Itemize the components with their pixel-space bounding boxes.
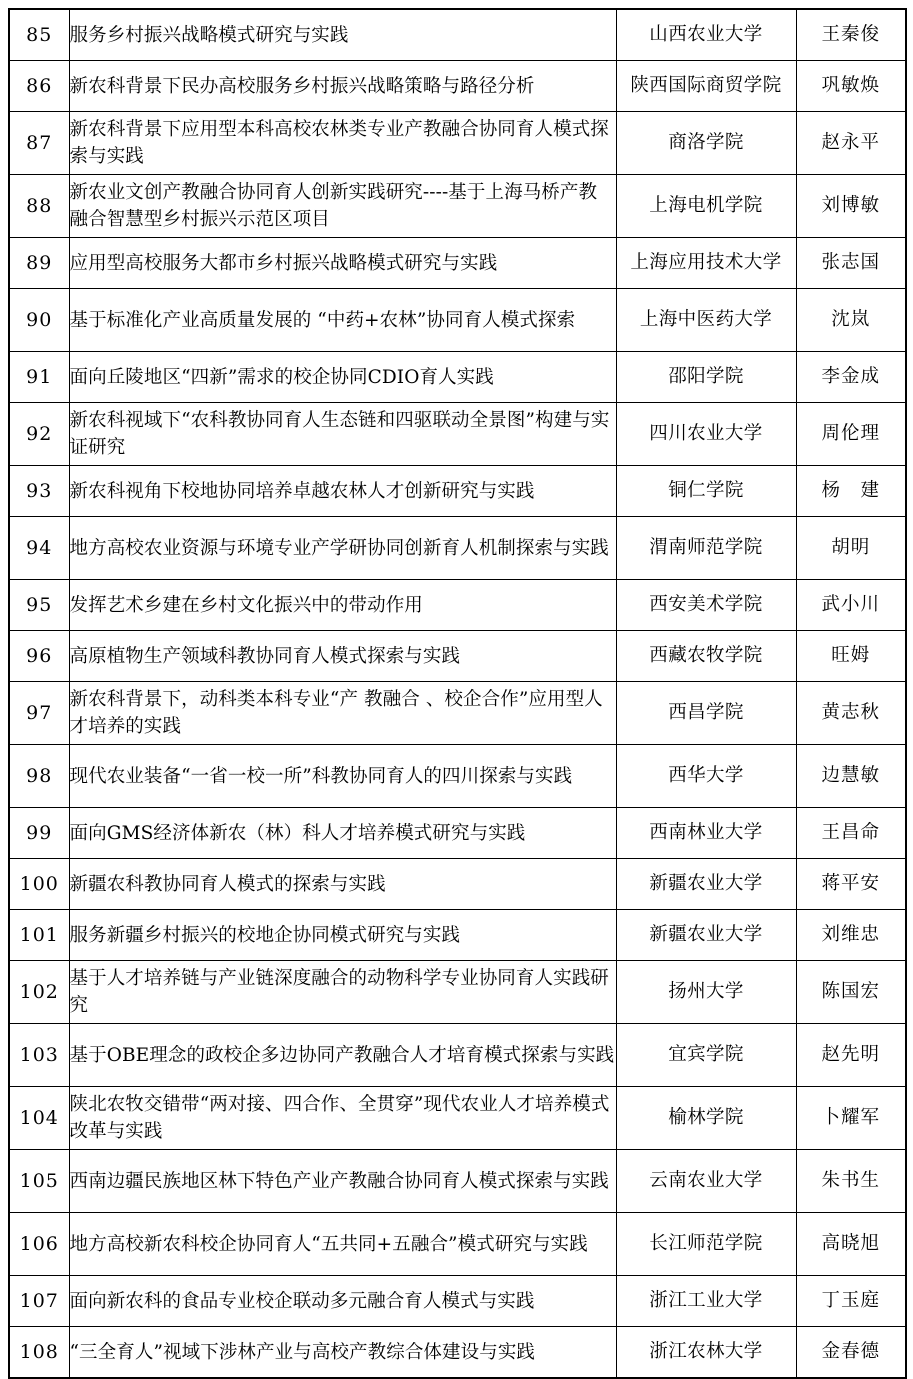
person-in-charge-cell: 胡明 <box>796 517 906 580</box>
table-row <box>9 910 906 961</box>
project-title-cell: 西南边疆民族地区林下特色产业产教融合协同育人模式探索与实践 <box>69 1150 616 1213</box>
university-cell: 上海电机学院 <box>616 175 796 238</box>
project-title-cell: 基于OBE理念的政校企多边协同产教融合人才培育模式探索与实践 <box>69 1024 616 1087</box>
person-in-charge-cell: 杨 建 <box>796 466 906 517</box>
table-row <box>9 1150 906 1213</box>
project-title-cell: 陕北农牧交错带“两对接、四合作、全贯穿”现代农业人才培养模式改革与实践 <box>69 1087 616 1150</box>
university-cell: 西安美术学院 <box>616 580 796 631</box>
university-cell: 浙江工业大学 <box>616 1276 796 1327</box>
project-title-cell: 面向新农科的食品专业校企联动多元融合育人模式与实践 <box>69 1276 616 1327</box>
university-cell: 新疆农业大学 <box>616 859 796 910</box>
project-title-cell: 面向GMS经济体新农（林）科人才培养模式研究与实践 <box>69 808 616 859</box>
university-cell: 西南林业大学 <box>616 808 796 859</box>
row-number-cell: 89 <box>9 238 69 289</box>
row-number-cell: 85 <box>9 9 69 61</box>
table-row <box>9 112 906 175</box>
university-cell: 渭南师范学院 <box>616 517 796 580</box>
university-cell: 上海应用技术大学 <box>616 238 796 289</box>
project-title-cell: 服务乡村振兴战略模式研究与实践 <box>69 9 616 61</box>
table-row <box>9 466 906 517</box>
university-cell: 商洛学院 <box>616 112 796 175</box>
project-title-cell: 基于标准化产业高质量发展的 “中药+农林”协同育人模式探索 <box>69 289 616 352</box>
person-in-charge-cell: 周伦理 <box>796 403 906 466</box>
table-row <box>9 238 906 289</box>
project-title-cell: 新农科视角下校地协同培养卓越农林人才创新研究与实践 <box>69 466 616 517</box>
person-in-charge-cell: 沈岚 <box>796 289 906 352</box>
row-number-cell: 106 <box>9 1213 69 1276</box>
university-cell: 新疆农业大学 <box>616 910 796 961</box>
person-in-charge-cell: 金春德 <box>796 1327 906 1379</box>
table-row <box>9 352 906 403</box>
table-row <box>9 808 906 859</box>
project-title-cell: 高原植物生产领域科教协同育人模式探索与实践 <box>69 631 616 682</box>
person-in-charge-cell: 赵永平 <box>796 112 906 175</box>
university-cell: 上海中医药大学 <box>616 289 796 352</box>
university-cell: 山西农业大学 <box>616 9 796 61</box>
university-cell: 扬州大学 <box>616 961 796 1024</box>
project-title-cell: 地方高校新农科校企协同育人“五共同+五融合”模式研究与实践 <box>69 1213 616 1276</box>
project-title-cell: 新农科背景下，动科类本科专业“产 教融合 、校企合作”应用型人才培养的实践 <box>69 682 616 745</box>
person-in-charge-cell: 黄志秋 <box>796 682 906 745</box>
row-number-cell: 99 <box>9 808 69 859</box>
university-cell: 云南农业大学 <box>616 1150 796 1213</box>
person-in-charge-cell: 赵先明 <box>796 1024 906 1087</box>
table-row <box>9 517 906 580</box>
table-row <box>9 1024 906 1087</box>
person-in-charge-cell: 王昌命 <box>796 808 906 859</box>
row-number-cell: 91 <box>9 352 69 403</box>
person-in-charge-cell: 刘维忠 <box>796 910 906 961</box>
person-in-charge-cell: 旺姆 <box>796 631 906 682</box>
university-cell: 浙江农林大学 <box>616 1327 796 1379</box>
table-row <box>9 1087 906 1150</box>
table-row <box>9 1213 906 1276</box>
table-row <box>9 403 906 466</box>
row-number-cell: 95 <box>9 580 69 631</box>
table-row <box>9 961 906 1024</box>
row-number-cell: 88 <box>9 175 69 238</box>
table-row <box>9 9 906 61</box>
person-in-charge-cell: 李金成 <box>796 352 906 403</box>
person-in-charge-cell: 张志国 <box>796 238 906 289</box>
person-in-charge-cell: 武小川 <box>796 580 906 631</box>
row-number-cell: 98 <box>9 745 69 808</box>
table-row <box>9 1327 906 1379</box>
table-row <box>9 1276 906 1327</box>
row-number-cell: 102 <box>9 961 69 1024</box>
row-number-cell: 93 <box>9 466 69 517</box>
row-number-cell: 104 <box>9 1087 69 1150</box>
table-row <box>9 745 906 808</box>
person-in-charge-cell: 陈国宏 <box>796 961 906 1024</box>
project-title-cell: 发挥艺术乡建在乡村文化振兴中的带动作用 <box>69 580 616 631</box>
table-row <box>9 289 906 352</box>
person-in-charge-cell: 朱书生 <box>796 1150 906 1213</box>
row-number-cell: 103 <box>9 1024 69 1087</box>
row-number-cell: 86 <box>9 61 69 112</box>
row-number-cell: 90 <box>9 289 69 352</box>
project-title-cell: 新农科背景下应用型本科高校农林类专业产教融合协同育人模式探索与实践 <box>69 112 616 175</box>
project-title-cell: 新疆农科教协同育人模式的探索与实践 <box>69 859 616 910</box>
row-number-cell: 100 <box>9 859 69 910</box>
university-cell: 宜宾学院 <box>616 1024 796 1087</box>
table-row <box>9 580 906 631</box>
person-in-charge-cell: 巩敏焕 <box>796 61 906 112</box>
row-number-cell: 92 <box>9 403 69 466</box>
person-in-charge-cell: 卜耀军 <box>796 1087 906 1150</box>
person-in-charge-cell: 刘博敏 <box>796 175 906 238</box>
table-row <box>9 175 906 238</box>
project-title-cell: 现代农业装备“一省一校一所”科教协同育人的四川探索与实践 <box>69 745 616 808</box>
project-title-cell: 新农业文创产教融合协同育人创新实践研究----基于上海马桥产教融合智慧型乡村振兴示范区项目 <box>69 175 616 238</box>
university-cell: 陕西国际商贸学院 <box>616 61 796 112</box>
person-in-charge-cell: 蒋平安 <box>796 859 906 910</box>
university-cell: 铜仁学院 <box>616 466 796 517</box>
university-cell: 邵阳学院 <box>616 352 796 403</box>
row-number-cell: 94 <box>9 517 69 580</box>
project-title-cell: 地方高校农业资源与环境专业产学研协同创新育人机制探索与实践 <box>69 517 616 580</box>
table-row <box>9 61 906 112</box>
row-number-cell: 97 <box>9 682 69 745</box>
project-title-cell: 应用型高校服务大都市乡村振兴战略模式研究与实践 <box>69 238 616 289</box>
university-cell: 西藏农牧学院 <box>616 631 796 682</box>
project-title-cell: 新农科视域下“农科教协同育人生态链和四驱联动全景图”构建与实证研究 <box>69 403 616 466</box>
row-number-cell: 96 <box>9 631 69 682</box>
row-number-cell: 101 <box>9 910 69 961</box>
row-number-cell: 107 <box>9 1276 69 1327</box>
table-row <box>9 682 906 745</box>
university-cell: 榆林学院 <box>616 1087 796 1150</box>
project-title-cell: 面向丘陵地区“四新”需求的校企协同CDIO育人实践 <box>69 352 616 403</box>
person-in-charge-cell: 王秦俊 <box>796 9 906 61</box>
project-title-cell: 服务新疆乡村振兴的校地企协同模式研究与实践 <box>69 910 616 961</box>
project-title-cell: “三全育人”视域下涉林产业与高校产教综合体建设与实践 <box>69 1327 616 1379</box>
person-in-charge-cell: 高晓旭 <box>796 1213 906 1276</box>
projects-table-body <box>9 9 906 1378</box>
university-cell: 西昌学院 <box>616 682 796 745</box>
person-in-charge-cell: 边慧敏 <box>796 745 906 808</box>
project-title-cell: 基于人才培养链与产业链深度融合的动物科学专业协同育人实践研究 <box>69 961 616 1024</box>
row-number-cell: 105 <box>9 1150 69 1213</box>
person-in-charge-cell: 丁玉庭 <box>796 1276 906 1327</box>
projects-table <box>8 8 907 1379</box>
table-row <box>9 631 906 682</box>
row-number-cell: 87 <box>9 112 69 175</box>
table-row <box>9 859 906 910</box>
project-title-cell: 新农科背景下民办高校服务乡村振兴战略策略与路径分析 <box>69 61 616 112</box>
university-cell: 西华大学 <box>616 745 796 808</box>
university-cell: 四川农业大学 <box>616 403 796 466</box>
row-number-cell: 108 <box>9 1327 69 1379</box>
university-cell: 长江师范学院 <box>616 1213 796 1276</box>
